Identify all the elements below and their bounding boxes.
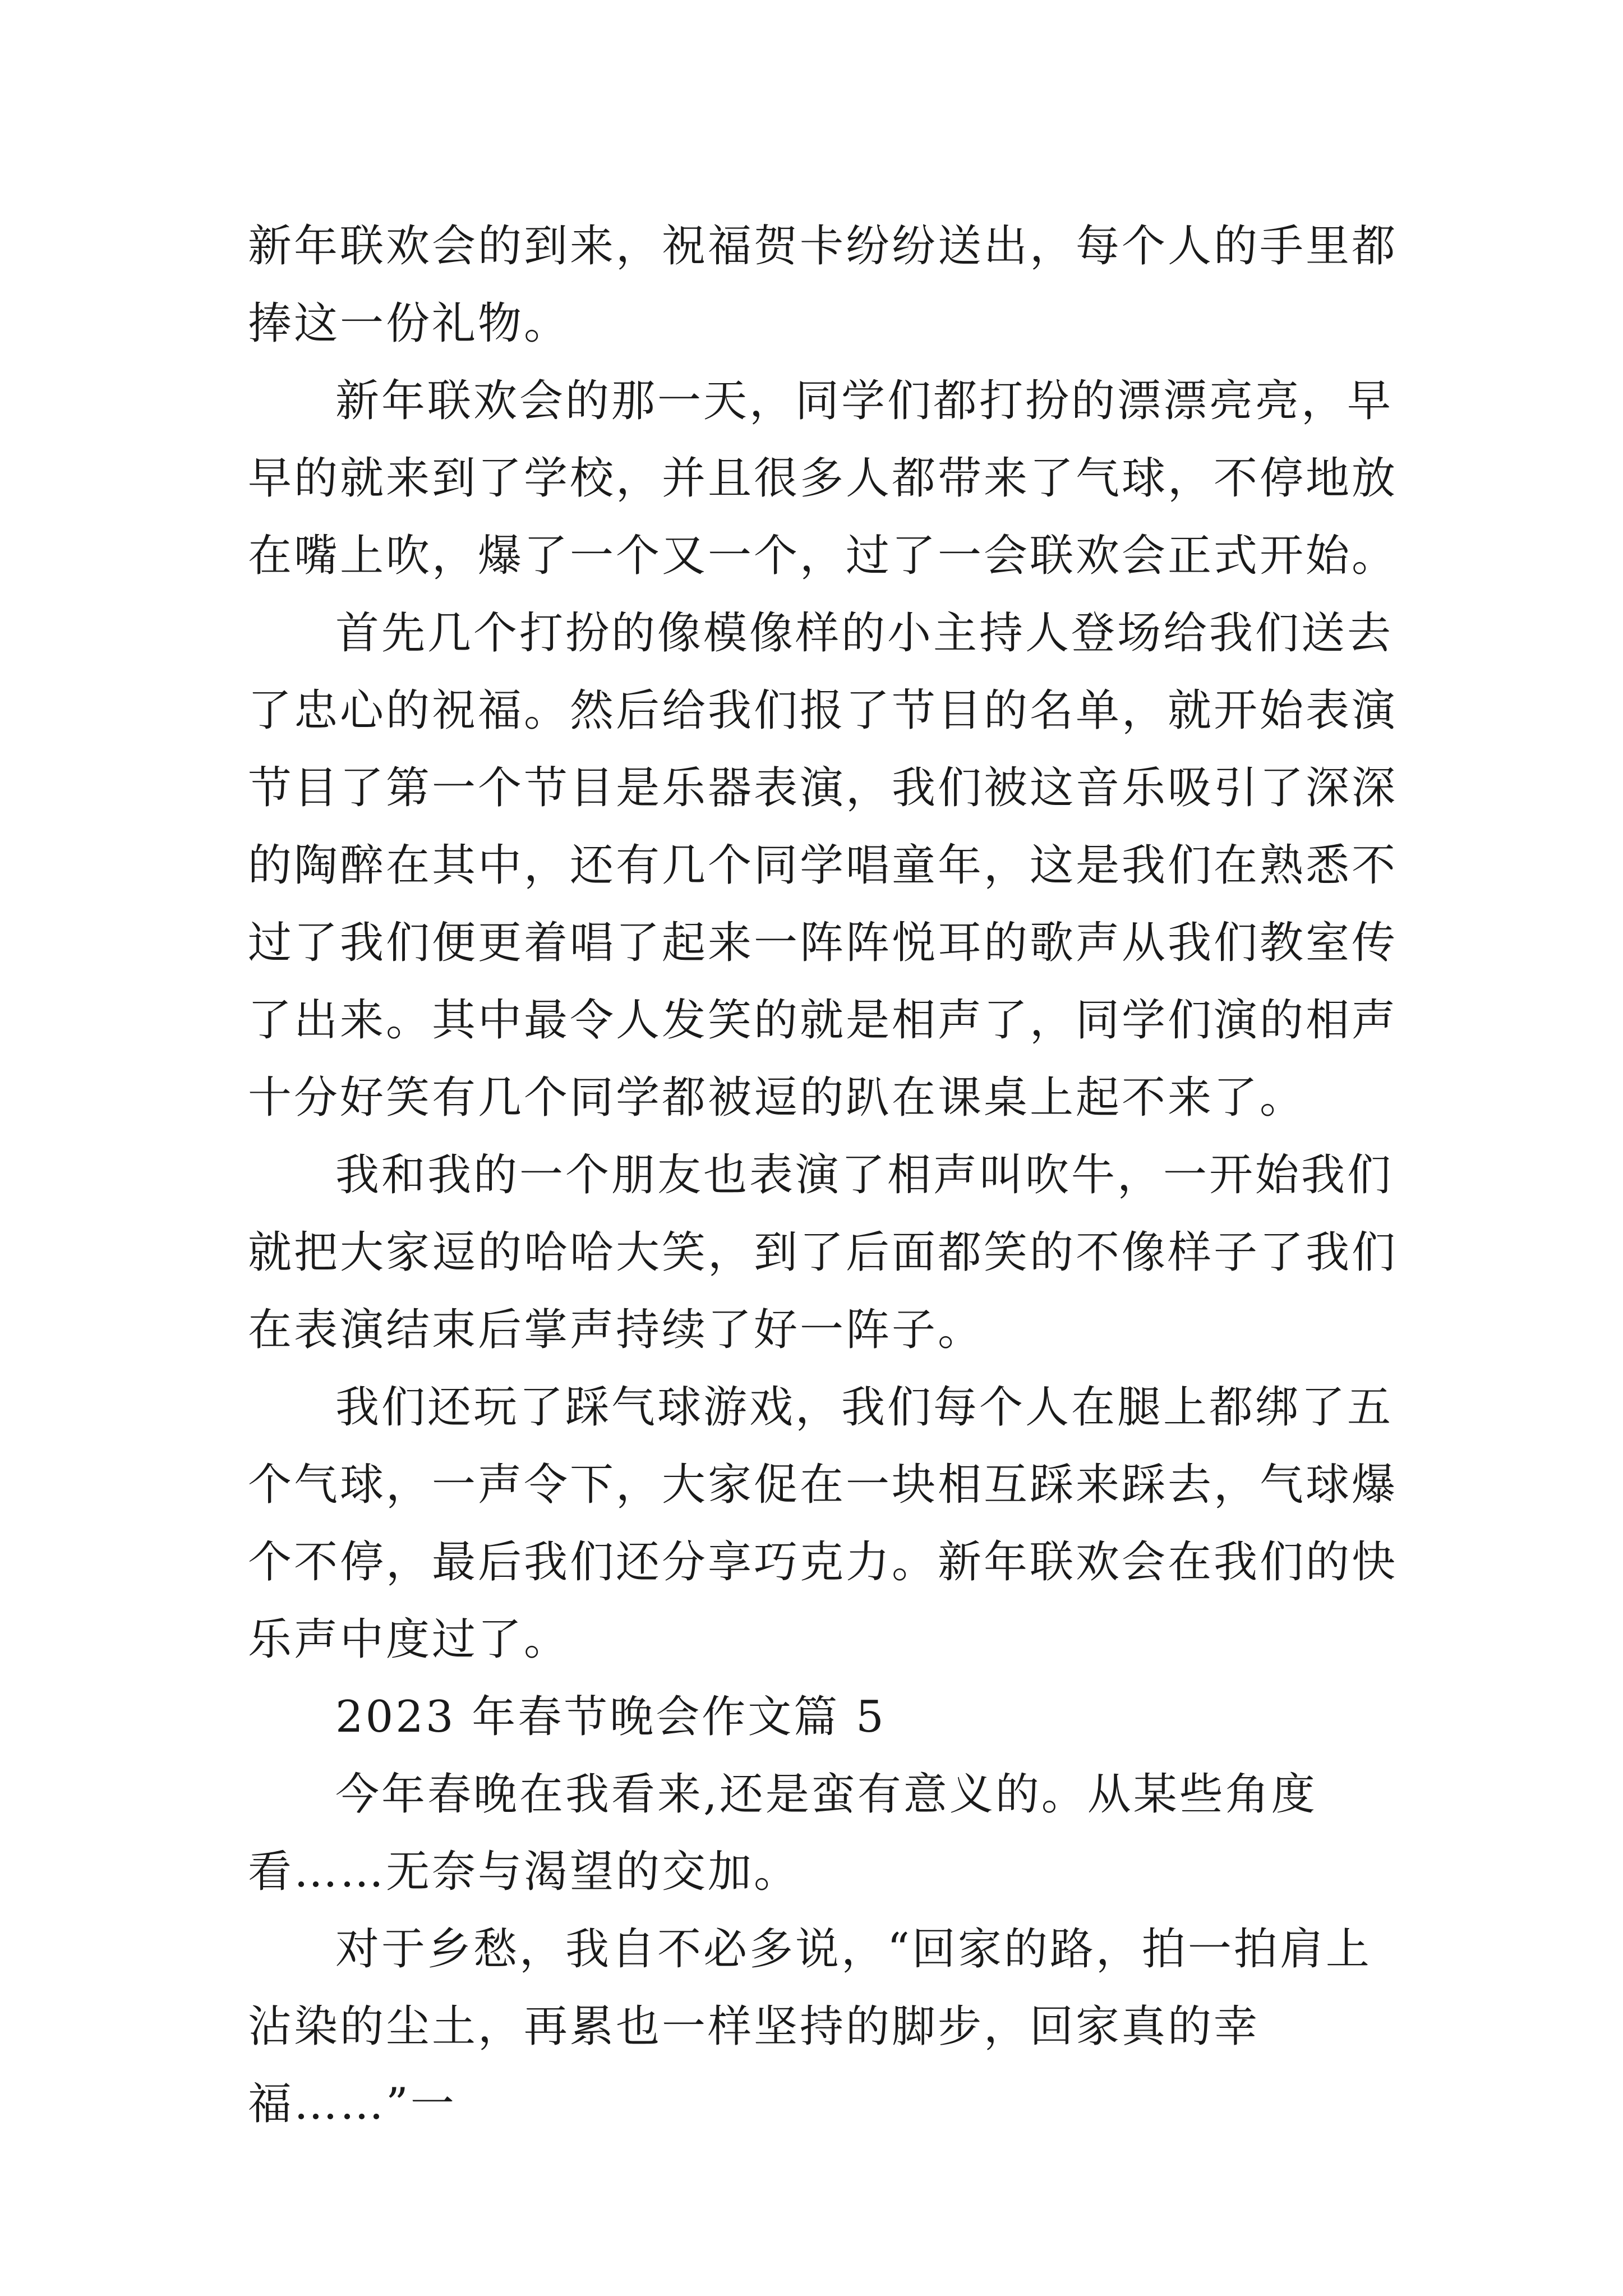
section-heading: 2023 年春节晚会作文篇 5 xyxy=(335,1692,886,1742)
paragraph-2: 新年联欢会的那一天，同学们都打扮的漂漂亮亮，早早的就来到了学校，并且很多人都带来了气球，不停地放在嘴上吹，爆了一个又一个，过了一会联欢会正式开始。 xyxy=(248,376,1398,581)
paragraph-5: 我们还玩了踩气球游戏，我们每个人在腿上都绑了五个气球，一声令下，大家促在一块相互踩来踩去，气球爆个不停，最后我们还分享巧克力。新年联欢会在我们的快乐声中度过了。 xyxy=(248,1382,1398,1665)
essay-body xyxy=(248,208,1398,2143)
paragraph-7: 对于乡愁，我自不必多说，“回家的路，拍一拍肩上沾染的尘土，再累也一样坚持的脚步，回家真的幸福……”一 xyxy=(248,1924,1372,2129)
paragraph-6: 今年春晚在我看来,还是蛮有意义的。从某些角度看……无奈与渴望的交加。 xyxy=(248,1769,1317,1897)
paragraph-4: 我和我的一个朋友也表演了相声叫吹牛，一开始我们就把大家逗的哈哈大笑，到了后面都笑的不像样子了我们在表演结束后掌声持续了好一阵子。 xyxy=(248,1150,1398,1355)
paragraph-1: 新年联欢会的到来，祝福贺卡纷纷送出，每个人的手里都捧这一份礼物。 xyxy=(248,221,1398,349)
paragraph-3: 首先几个打扮的像模像样的小主持人登场给我们送去了忠心的祝福。然后给我们报了节目的名单，就开始表演节目了第一个节目是乐器表演，我们被这音乐吸引了深深的陶醉在其中，还有几个同学唱童年，这是我们在熟悉不过了我们便更着唱了起来一阵阵悦耳的歌声从我们教室传了出来。其中最令人发笑的就是相声了，同学们演的相声十分好笑有几个同学都被逗的趴在课桌上起不来了。 xyxy=(248,608,1398,1123)
